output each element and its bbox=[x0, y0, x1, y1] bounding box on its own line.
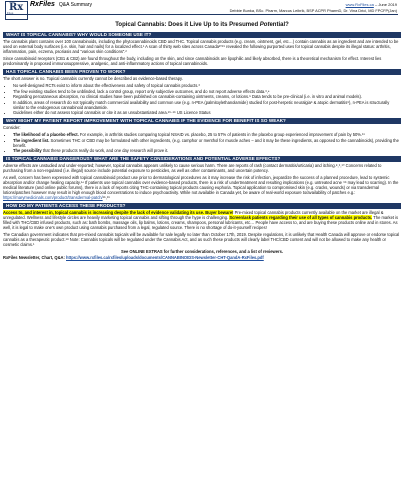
list-item: • The few existing studies tend to be unblinded, lack a control group, report only subjective outcomes, and do not report adverse effects data.³,⁴ bbox=[13, 89, 401, 94]
title-emphasis: Pot bbox=[259, 22, 270, 28]
footer-label: RxFiles Newsletter, Chart, Q&A: bbox=[3, 255, 67, 260]
site-link[interactable]: www.RxFiles.ca bbox=[345, 2, 374, 7]
logo-subtext: Files bbox=[7, 12, 14, 15]
access-premixed: Pre-mixed bbox=[233, 210, 254, 215]
list-item bbox=[13, 148, 401, 153]
section-what-is-paragraph-2: Since cannabinoid receptors (CB1 & CB2) are found throughout the body, including on the skin, and since cannabinoids are lipophilic and likely absorbed, there is a theoretical mechanism for effect. Interest lies predominantly in proposed immunosuppressive, analgesic, and anti-inflammatory actions of topical cannabinoids. bbox=[3, 56, 382, 66]
logo-text: Rx bbox=[9, 2, 24, 13]
title-end: ential? bbox=[269, 22, 289, 28]
section-what-is-paragraph-1: The cannabis plant contains over 100 cannabinoids, including the phytocannabinoids CBD and THC. Topical cannabis products (e.g. cream, ointment, gel, etc…) contain cannabis as an ingredient and are intended to be used on external body surfaces (i.e. skin, hair and nails) for a localized effect.¹ A scan of thirty web sites across Canada²⁰¹⁹ revealed the following purported uses for topical cannabis despite its illegal status: arthritis, inflammation, pain, eczema, psoriasis and “various skin conditions”.² bbox=[3, 39, 399, 54]
list-item-lead: The possibility bbox=[13, 148, 42, 153]
section-access-paragraph-1 bbox=[3, 210, 401, 230]
list-item-text: Sometimes THC or CBD may be formulated with other ingredients, (e.g. camphor or menthol for muscle aches – and it may be these ingredients, as opposed to the cannabinoids), providing the benefit. bbox=[13, 137, 399, 148]
brand-name bbox=[30, 2, 92, 8]
section-proven-intro: The short answer is no. Topical cannabis currently cannot be described as evidence-based therapy. bbox=[3, 76, 183, 81]
section-heading-placebo: WHY MIGHT MY PATIENT REPORT IMPROVEMENT WITH TOPICAL CANNABIS IF THE EVIDENCE FOR BENEFIT IS SO WEAK? bbox=[3, 118, 401, 124]
access-highlight-screen: Screen/ask patients regarding their use of all types of cannabis products. bbox=[229, 215, 373, 220]
section-heading-access: HOW DO MY PATIENTS ACCESS THESE PRODUCTS? bbox=[3, 203, 401, 209]
safety-refs: ¹⁵,¹⁶ bbox=[102, 195, 110, 200]
list-item bbox=[13, 138, 401, 148]
safety-text: As well, concern has been expressed with topical cannabinoid product use prior to dermatological procedures as it may increase the risk of infection, jeopardize the success of a planned procedure, lead to systemic absorption and/or change healing capacity.¹⁴ If patients use topical cannabis over evidence-based products, there is a risk of undertreatment and resulting implications (e.g. untreated acne ⁹⁶ may lead to scarring). In the medical literature (and online public forums), there is a lack of reports citing THC-containing topical products causing euphoria. Topical application to compromised skin (e.g. cracks, wounds) or via transdermal lotions/patches however may result in high enough blood concentrations to induce psychoactivity. While not available in Canada yet, be aware of real-world exposure to/availability of patches e.g.: bbox=[3, 175, 399, 195]
section-proven-list bbox=[3, 83, 401, 115]
list-item: • In addition, areas of research do not typically match commercial availability and common use (e.g. n-PEA (palmitoylethanolamide) studied for post-herpetic neuralgia⁶ & atopic dermatitis⁶), n-PEA is structurally similar to the endogenous cannabinoid anandamide. bbox=[13, 100, 401, 110]
section-heading-safety: IS TOPICAL CANNABIS DANGEROUS? WHAT ARE THE SAFETY CONSIDERATIONS AND POTENTIAL ADVERSE EFFECTS? bbox=[3, 156, 401, 162]
list-item-text: For example, in arthritis studies comparing topical NSAID vs. placebo, 25 to 57% of patients in the placebo group experienced improvement of pain by 50%.¹¹ bbox=[78, 132, 365, 137]
brand-label: RxFiles bbox=[30, 1, 55, 8]
list-item-text: that these products really do work, and one day research will prove it. bbox=[41, 148, 169, 153]
section-safety-paragraph-2 bbox=[3, 175, 401, 200]
authors-line: Debbie Bunka, BSc. Pharm, Marcus Leibrik, BSP ACPR PharmD, Dr. Vina Drici, MD FPCFP(Jan) bbox=[229, 8, 397, 13]
list-item: • Regarding percutaneous absorption, no clinical studies have been published on cannabis-containing ointments, creams, or lotions.⁵ Data tends to be pre-clinical (i.e. in vitro and animal models). bbox=[13, 94, 401, 99]
section-heading-proven: HAS TOPICAL CANNABIS BEEN PROVEN TO WORK? bbox=[3, 69, 401, 75]
brand-subtitle: Q&A Summary bbox=[58, 2, 92, 8]
header-rule bbox=[6, 14, 398, 15]
document-title bbox=[3, 21, 401, 29]
footer-link[interactable]: https://www.rxfiles.ca/rxfiles/uploads/documents/CANNABINOIDS-Newsletter-CHT-QandA-RxFiles.pdf bbox=[66, 255, 264, 260]
document-header bbox=[3, 0, 401, 20]
list-item-lead: The likelihood of a placebo effect. bbox=[13, 132, 79, 137]
online-extras-note: See ONLINE EXTRAS for further considerations, references, and a list of reviewers. bbox=[121, 249, 283, 254]
list-item bbox=[13, 132, 401, 137]
section-placebo-intro: Consider: bbox=[3, 125, 21, 130]
transdermal-patch-link[interactable]: https://marymedicinals.com/product/transdermal-patch/ bbox=[3, 195, 103, 200]
issue-date: June 2019 bbox=[378, 2, 397, 7]
site-and-date: www.RxFiles.ca – June 2019 bbox=[345, 2, 397, 7]
list-item: • Guidelines either do not assess topical cannabis or cite it as an unsubstantiated area.¹³⁻¹⁶ US Licence Status bbox=[13, 110, 401, 115]
section-safety-paragraph-1: Adverse effects are unstudied and under-reported; however, topical cannabis appears unlikely to cause serious harm. There are reports of rash (contact dermatitis/urticaria) and itching.⁸,⁹,¹⁰ Concerns related to purchasing from a non-regulated (i.e. illegal) source include potential exposure to pesticides, as well as other contaminants, and uncertain potency. bbox=[3, 163, 382, 173]
access-text: topical cannabis products currently available on the market are illegal & unregulated. Wellness and lifestyle circles are heavily marketing topical cannabis and sifting through the hype is challenging. bbox=[3, 210, 384, 220]
section-access-paragraph-2: The Canadian government indicates that pre-mixed cannabis topicals will be available for sale legally no later than October 17th, 2019. Despite regulations, it is unlikely that Health Canada will approve or endorse topical cannabis as a therapeutic product.¹⁸ Note: Cannabis topicals will be regulated under the Cannabis Act, and as such these products will clearly label THC/CBD content and will not be allowed to make any health or cosmetic claims.¹ bbox=[3, 232, 400, 247]
access-text-tail: The market is filled with THC/CBD infused products, such as: bath bombs, massage oils, lip balms, lotions, creams, shampoos, personal lubricants, etc… People have access to, and are buying these products online and in stores. As well, it is legal to make one's own product using cannabis purchased from a legal, regulated source. There is no shortage of do-it-yourself recipes! bbox=[3, 215, 399, 230]
rxfiles-logo bbox=[5, 1, 28, 20]
list-item-lead: The ingredient list. bbox=[13, 137, 50, 143]
section-heading-what-is: WHAT IS TOPICAL CANNABIS? WHY WOULD SOMEONE USE IT? bbox=[3, 32, 401, 38]
list-item: • No well-designed RCTs exist to inform about the effectiveness and safety of topical cannabis products.³ bbox=[13, 83, 401, 88]
access-highlight-lead: Access to, and interest in, topical cannabis is increasing despite the lack of evidence validating its use. Buyer beware! bbox=[3, 210, 234, 215]
title-main: Topical Cannabis: Does it Live Up to its Presumed bbox=[115, 22, 260, 28]
document-footer bbox=[3, 255, 401, 260]
section-placebo-list bbox=[3, 132, 401, 153]
